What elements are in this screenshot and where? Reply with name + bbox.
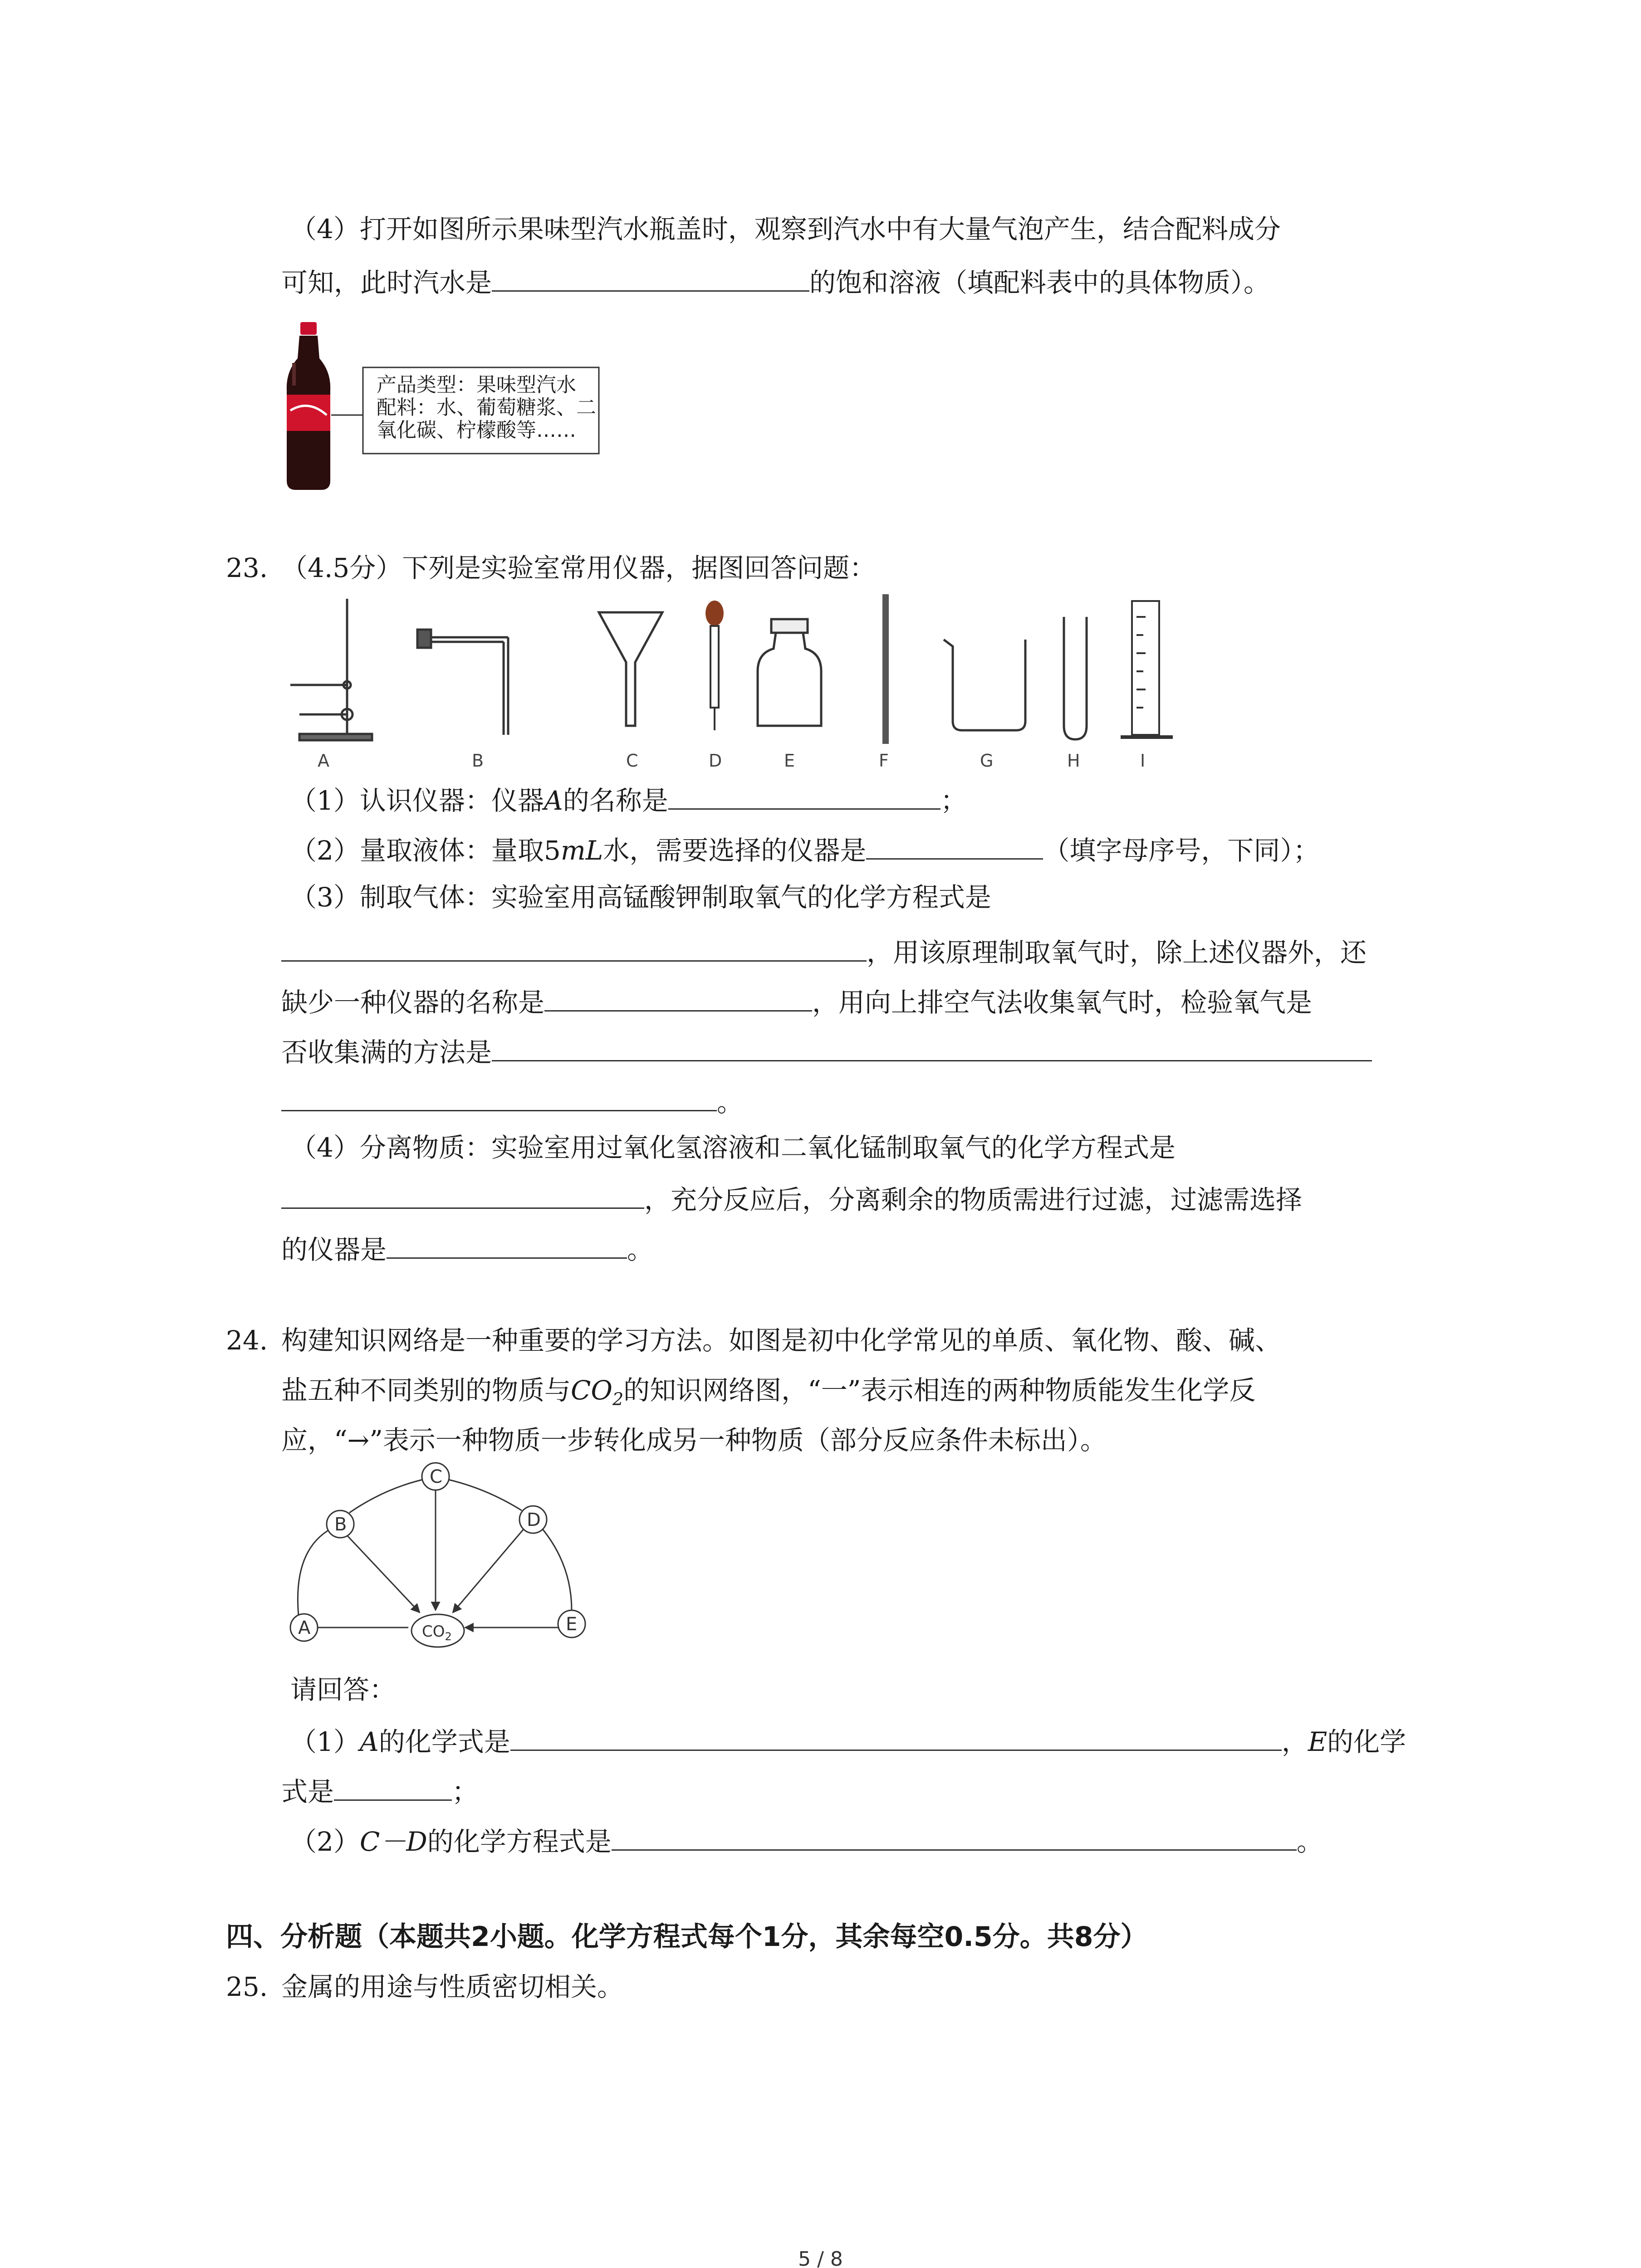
dropper-icon (705, 601, 724, 730)
answer-blank[interactable] (510, 1721, 1282, 1751)
q23-part3-text-c: 否收集满的方法是 (281, 1037, 492, 1068)
link-d-e (542, 1529, 572, 1610)
q24-part1-text-b: 的化学 (1327, 1726, 1406, 1757)
q23-part3-line3 (281, 982, 1312, 1021)
link-b-c (349, 1479, 426, 1513)
var-a: A (359, 1726, 379, 1757)
q23-part1 (290, 780, 967, 819)
q24-part1-text: 的化学式是 (378, 1726, 510, 1757)
gas-delivery-tube-icon (417, 630, 508, 735)
q23-part1-text: （1）认识仪器：仪器 (290, 785, 544, 816)
q22-4-line1: （4）打开如图所示果味型汽水瓶盖时，观察到汽水中有大量气泡产生，结合配料成分 (290, 214, 1281, 244)
answer-blank[interactable] (492, 1032, 1372, 1061)
instrument-label-h: H (1067, 751, 1080, 771)
q23-number: 23. (226, 552, 268, 583)
q24-line3: 应，“→”表示一种物质一步转化成另一种物质（部分反应条件未标出）。 (281, 1425, 1107, 1456)
co2-formula: CO (571, 1375, 612, 1406)
q23-part2-text: （2）量取液体：量取5 (290, 835, 561, 866)
instrument-label-c: C (626, 751, 638, 771)
reagent-bottle-icon (758, 619, 821, 726)
instrument-label-a: A (318, 751, 329, 771)
q24-line2 (281, 1372, 1255, 1418)
q22-4-text-b: 的饱和溶液（填配料表中的具体物质）。 (809, 267, 1270, 298)
q23-part4-line3 (281, 1229, 653, 1268)
arrow-b-co2 (347, 1535, 420, 1613)
instrument-label-e: E (784, 751, 795, 771)
lab-instruments-figure (272, 590, 1225, 780)
q24-text-b: 的知识网络图，“一”表示相连的两种物质能发生化学反 (623, 1375, 1256, 1406)
node-b-label: B (334, 1514, 347, 1535)
glass-rod-icon (882, 594, 889, 744)
q23-part3-text-a: 缺少一种仪器的名称是 (281, 987, 545, 1018)
q23-part3-text: ，用该原理制取氧气时，除上述仪器外，还 (867, 937, 1367, 968)
unit-ml: mL (560, 835, 603, 866)
semicolon: ； (452, 1776, 479, 1807)
test-tube-icon (1064, 617, 1087, 739)
q24-part2-text: 的化学方程式是 (427, 1826, 612, 1857)
answer-blank[interactable] (387, 1229, 627, 1259)
q24-line1: 构建知识网络是一种重要的学习方法。如图是初中化学常见的单质、氧化物、酸、碱、 (281, 1325, 1282, 1356)
q23-part4-line1: （4）分离物质：实验室用过氧化氢溶液和二氧化锰制取氧气的化学方程式是 (290, 1132, 1176, 1163)
instrument-label-f: F (879, 751, 889, 771)
label-ingredients: 配料：水、葡萄糖浆、二 (377, 396, 596, 419)
q23-part4-line2 (281, 1179, 1302, 1218)
q23-part1-text-b: 的名称是 (563, 785, 668, 816)
funnel-icon (599, 612, 662, 726)
q25-text: 金属的用途与性质密切相关。 (281, 1971, 624, 2002)
arrow-d-co2 (453, 1529, 524, 1613)
node-e-label: E (566, 1614, 578, 1635)
q25-number: 25. (226, 1971, 268, 2002)
answer-blank[interactable] (866, 830, 1043, 860)
iron-stand-icon (290, 599, 372, 740)
q23-part3-line1: （3）制取气体：实验室用高锰酸钾制取氧气的化学方程式是 (290, 882, 991, 913)
q24-part1-cont (281, 1771, 478, 1810)
q23-part3-line4 (281, 1032, 1372, 1070)
q23-part4-text: ，充分反应后，分离剩余的物质需进行过滤，过滤需选择 (644, 1184, 1303, 1215)
node-a-label: A (298, 1618, 311, 1638)
instrument-label-g: G (980, 751, 994, 771)
instrument-label-i: I (1140, 751, 1146, 771)
q23-part3-line2 (281, 932, 1367, 971)
answer-blank[interactable] (281, 1082, 717, 1111)
q23-part2-text-b: 水，需要选择的仪器是 (603, 835, 867, 866)
q24-part2 (290, 1821, 1323, 1860)
page-number: 5 / 8 (798, 2248, 843, 2268)
q23-part3-line5 (281, 1082, 743, 1120)
node-co2-label: $CO_2$ (422, 1623, 452, 1643)
label-product-type: 产品类型：果味型汽水 (377, 373, 576, 396)
q24-part2-num: （2） (290, 1826, 360, 1857)
period: 。 (717, 1087, 744, 1118)
beaker-icon (944, 640, 1025, 730)
q23-part4-text-a: 的仪器是 (281, 1234, 387, 1265)
q24-part1-text-c: 式是 (281, 1776, 334, 1807)
instrument-label-d: D (709, 751, 722, 771)
link-a-b (298, 1529, 331, 1624)
q24-please-answer: 请回答： (290, 1674, 396, 1705)
graduated-cylinder-icon (1121, 601, 1173, 737)
q24-text-a: 盐五种不同类别的物质与 (281, 1375, 571, 1406)
section-4-title: 四、分析题（本题共2小题。化学方程式每个1分，其余每空0.5分。共8分） (226, 1921, 1148, 1953)
answer-blank[interactable] (281, 1179, 644, 1209)
comma: ， (1281, 1726, 1308, 1757)
answer-blank[interactable] (668, 780, 941, 810)
q24-part1-num: （1） (290, 1726, 360, 1757)
label-ingredients-cont: 氧化碳、柠檬酸等…… (377, 419, 576, 442)
var-e: E (1308, 1726, 1327, 1757)
q24-number: 24. (226, 1325, 268, 1356)
answer-blank[interactable] (334, 1771, 452, 1801)
soda-bottle-icon (287, 322, 330, 490)
node-c-label: C (430, 1466, 442, 1487)
period: 。 (627, 1234, 654, 1265)
answer-blank[interactable] (281, 932, 867, 962)
instrument-label-b: B (472, 751, 484, 771)
q23-part2-note: （填字母序号，下同）； (1043, 835, 1320, 866)
q23-part2 (290, 830, 1319, 869)
answer-blank[interactable] (492, 262, 809, 292)
q23-stem: （4.5分）下列是实验室常用仪器，据图回答问题： (281, 552, 876, 583)
answer-blank[interactable] (544, 982, 812, 1012)
co2-subscript: 2 (612, 1389, 624, 1409)
answer-blank[interactable] (612, 1821, 1297, 1851)
semicolon: ； (940, 785, 967, 816)
var-a: A (544, 785, 563, 816)
period: 。 (1296, 1826, 1323, 1857)
q24-part1 (290, 1721, 1406, 1760)
q22-4-line2 (281, 262, 1270, 301)
q23-part3-text-b: ，用向上排空气法收集氧气时，检验氧气是 (812, 987, 1313, 1018)
knowledge-network-diagram (272, 1461, 617, 1669)
link-c-d (445, 1479, 522, 1510)
var-c-d: C－D (359, 1826, 427, 1857)
node-d-label: D (527, 1510, 541, 1530)
q22-4-text-a: 可知，此时汽水是 (281, 267, 492, 298)
